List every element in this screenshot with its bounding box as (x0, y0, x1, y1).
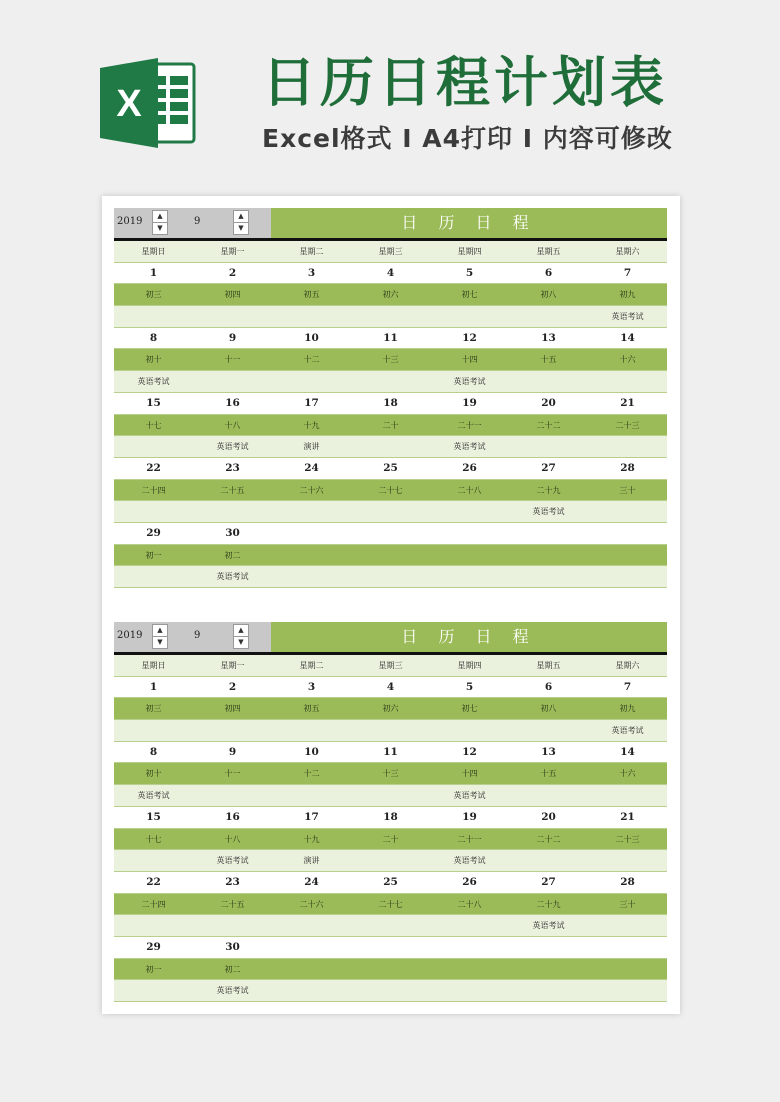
lunar-date-cell (272, 959, 351, 980)
lunar-row (114, 763, 667, 785)
event-cell[interactable] (272, 785, 351, 806)
event-cell[interactable] (588, 566, 667, 587)
date-cell[interactable]: 6 (544, 266, 553, 279)
event-cell[interactable] (509, 306, 588, 327)
lunar-row (114, 545, 667, 567)
weekday-cell: 星期六 (615, 661, 640, 670)
event-cell[interactable]: 英语考试 (611, 726, 644, 736)
weekday-cell: 星期四 (457, 247, 482, 256)
lunar-date-cell: 初二 (224, 550, 241, 560)
date-cell[interactable]: 30 (225, 526, 240, 539)
lunar-date-cell: 初九 (619, 704, 636, 714)
date-cell[interactable]: 8 (149, 745, 158, 758)
event-cell[interactable] (588, 371, 667, 392)
lunar-date-cell (588, 545, 667, 566)
lunar-date-cell: 初一 (145, 964, 162, 974)
event-cell[interactable] (509, 720, 588, 741)
event-cell[interactable]: 英语考试 (453, 856, 486, 866)
lunar-date-cell: 十一 (224, 355, 241, 365)
event-cell[interactable] (430, 980, 509, 1001)
event-row (114, 501, 667, 523)
weekday-cell: 星期五 (536, 661, 561, 670)
lunar-date-cell: 二十一 (457, 420, 482, 430)
lunar-date-cell: 二十九 (536, 485, 561, 495)
event-cell[interactable] (114, 436, 193, 457)
date-cell[interactable] (351, 523, 430, 544)
event-cell[interactable] (430, 566, 509, 587)
event-cell[interactable] (114, 850, 193, 871)
weekday-cell: 星期一 (220, 247, 245, 256)
date-cell[interactable] (509, 937, 588, 958)
date-cell[interactable]: 8 (149, 331, 158, 344)
date-cell[interactable]: 15 (146, 810, 161, 823)
date-cell[interactable]: 27 (541, 875, 556, 888)
event-cell[interactable] (588, 501, 667, 522)
date-cell[interactable]: 20 (541, 810, 556, 823)
date-cell[interactable] (430, 937, 509, 958)
spin-down-icon[interactable]: ▼ (157, 638, 163, 646)
date-cell[interactable]: 11 (383, 745, 398, 758)
event-cell[interactable] (272, 501, 351, 522)
date-cell[interactable]: 28 (620, 461, 635, 474)
event-cell[interactable] (588, 436, 667, 457)
event-cell[interactable] (588, 785, 667, 806)
weekday-cell: 星期一 (220, 661, 245, 670)
date-cell[interactable]: 14 (620, 745, 635, 758)
event-row (114, 980, 667, 1002)
lunar-date-cell: 十二 (303, 355, 320, 365)
date-cell[interactable]: 9 (228, 745, 237, 758)
date-cell[interactable] (272, 523, 351, 544)
date-cell[interactable] (430, 523, 509, 544)
lunar-date-cell: 十四 (461, 355, 478, 365)
lunar-date-cell (588, 959, 667, 980)
date-row (114, 328, 667, 350)
date-row (114, 523, 667, 545)
excel-logo-icon (100, 56, 198, 150)
year-spinner[interactable] (152, 624, 168, 649)
event-row (114, 915, 667, 937)
event-cell[interactable] (114, 915, 193, 936)
event-cell[interactable] (272, 720, 351, 741)
date-row (114, 458, 667, 480)
event-cell[interactable] (351, 720, 430, 741)
date-cell[interactable]: 24 (304, 461, 319, 474)
lunar-row (114, 415, 667, 437)
lunar-date-cell: 十一 (224, 769, 241, 779)
date-cell[interactable]: 25 (383, 875, 398, 888)
lunar-date-cell: 初四 (224, 704, 241, 714)
date-row (114, 393, 667, 415)
lunar-date-cell: 二十三 (615, 420, 640, 430)
lunar-row (114, 284, 667, 306)
event-cell[interactable] (509, 785, 588, 806)
weekday-cell: 星期六 (615, 247, 640, 256)
date-cell[interactable]: 18 (383, 396, 398, 409)
logo-letter: X (116, 83, 142, 125)
month-value[interactable]: 9 (194, 630, 201, 641)
date-cell[interactable]: 9 (228, 331, 237, 344)
event-cell[interactable] (193, 501, 272, 522)
lunar-date-cell: 十七 (145, 834, 162, 844)
lunar-date-cell: 初六 (382, 290, 399, 300)
event-cell[interactable] (509, 566, 588, 587)
event-cell[interactable] (430, 720, 509, 741)
event-cell[interactable] (193, 785, 272, 806)
lunar-date-cell: 初四 (224, 290, 241, 300)
calendar-header (114, 208, 667, 241)
date-cell[interactable]: 21 (620, 396, 635, 409)
event-cell[interactable] (509, 371, 588, 392)
date-controls (114, 208, 271, 238)
event-cell[interactable]: 英语考试 (532, 921, 565, 931)
lunar-date-cell: 初三 (145, 290, 162, 300)
page-header (0, 0, 780, 190)
lunar-date-cell: 二十五 (220, 899, 245, 909)
event-cell[interactable] (272, 371, 351, 392)
lunar-date-cell: 十六 (619, 769, 636, 779)
spin-down-icon[interactable]: ▼ (238, 638, 244, 646)
event-cell[interactable]: 英语考试 (216, 442, 249, 452)
spin-up-icon[interactable]: ▲ (153, 625, 167, 637)
lunar-date-cell: 初八 (540, 704, 557, 714)
date-cell[interactable]: 10 (304, 331, 319, 344)
lunar-date-cell (509, 545, 588, 566)
event-cell[interactable]: 英语考试 (611, 312, 644, 322)
lunar-date-cell: 初七 (461, 290, 478, 300)
event-cell[interactable] (114, 566, 193, 587)
event-cell[interactable] (351, 785, 430, 806)
year-spinner[interactable] (152, 210, 168, 235)
event-cell[interactable] (351, 436, 430, 457)
date-cell[interactable]: 26 (462, 461, 477, 474)
page-title: 日历日程计划表 (262, 51, 668, 114)
event-cell[interactable] (114, 720, 193, 741)
lunar-date-cell (272, 545, 351, 566)
event-cell[interactable]: 英语考试 (453, 377, 486, 387)
event-row (114, 306, 667, 328)
date-row (114, 677, 667, 699)
lunar-row (114, 894, 667, 916)
calendar-header (114, 622, 667, 655)
event-cell[interactable]: 英语考试 (216, 572, 249, 582)
lunar-date-cell: 二十八 (457, 899, 482, 909)
lunar-row (114, 349, 667, 371)
date-cell[interactable]: 28 (620, 875, 635, 888)
date-cell[interactable]: 24 (304, 875, 319, 888)
event-cell[interactable]: 英语考试 (216, 986, 249, 996)
date-cell[interactable]: 13 (541, 745, 556, 758)
date-cell[interactable]: 2 (228, 266, 237, 279)
lunar-date-cell: 二十二 (536, 420, 561, 430)
event-cell[interactable] (588, 915, 667, 936)
date-row (114, 742, 667, 764)
event-cell[interactable] (351, 915, 430, 936)
date-row (114, 263, 667, 285)
lunar-date-cell (430, 959, 509, 980)
event-cell[interactable] (351, 306, 430, 327)
date-cell[interactable]: 15 (146, 396, 161, 409)
event-cell[interactable] (509, 980, 588, 1001)
date-row (114, 937, 667, 959)
date-cell[interactable]: 14 (620, 331, 635, 344)
lunar-date-cell: 二十八 (457, 485, 482, 495)
date-cell[interactable]: 27 (541, 461, 556, 474)
lunar-date-cell: 三十 (619, 485, 636, 495)
date-cell[interactable]: 4 (386, 266, 395, 279)
date-cell[interactable]: 1 (149, 680, 158, 693)
date-cell[interactable]: 16 (225, 810, 240, 823)
lunar-date-cell: 初六 (382, 704, 399, 714)
event-cell[interactable] (509, 850, 588, 871)
event-cell[interactable]: 英语考试 (137, 791, 170, 801)
event-cell[interactable] (114, 980, 193, 1001)
date-cell[interactable]: 25 (383, 461, 398, 474)
lunar-date-cell: 十六 (619, 355, 636, 365)
date-cell[interactable]: 17 (304, 810, 319, 823)
page-subtitle: Excel格式 I A4打印 I 内容可修改 (262, 124, 673, 153)
date-cell[interactable] (509, 523, 588, 544)
event-cell[interactable] (114, 306, 193, 327)
event-row (114, 720, 667, 742)
date-cell[interactable]: 29 (146, 940, 161, 953)
event-cell[interactable] (193, 371, 272, 392)
lunar-date-cell: 初三 (145, 704, 162, 714)
weekday-cell: 星期五 (536, 247, 561, 256)
date-cell[interactable]: 23 (225, 461, 240, 474)
date-row (114, 807, 667, 829)
calendar-title: 日 历 日 程 (271, 622, 667, 652)
lunar-date-cell: 十三 (382, 769, 399, 779)
lunar-date-cell: 初八 (540, 290, 557, 300)
event-cell[interactable] (351, 371, 430, 392)
event-cell[interactable] (351, 566, 430, 587)
event-cell[interactable] (430, 501, 509, 522)
lunar-date-cell: 十五 (540, 769, 557, 779)
event-cell[interactable] (114, 501, 193, 522)
event-cell[interactable] (272, 566, 351, 587)
date-cell[interactable]: 3 (307, 680, 316, 693)
event-cell[interactable] (430, 306, 509, 327)
event-cell[interactable]: 英语考试 (453, 791, 486, 801)
date-cell[interactable]: 3 (307, 266, 316, 279)
date-cell[interactable]: 6 (544, 680, 553, 693)
lunar-date-cell: 二十三 (615, 834, 640, 844)
lunar-row (114, 480, 667, 502)
date-cell[interactable] (272, 937, 351, 958)
spin-down-icon[interactable]: ▼ (238, 224, 244, 232)
date-cell[interactable] (588, 523, 667, 544)
date-cell[interactable] (351, 937, 430, 958)
event-cell[interactable] (351, 501, 430, 522)
event-cell[interactable]: 演讲 (303, 442, 320, 452)
lunar-date-cell: 初十 (145, 769, 162, 779)
weekday-row (114, 655, 667, 677)
weekday-cell: 星期二 (299, 247, 324, 256)
event-row (114, 850, 667, 872)
event-cell[interactable]: 演讲 (303, 856, 320, 866)
lunar-date-cell: 二十七 (378, 485, 403, 495)
date-cell[interactable]: 10 (304, 745, 319, 758)
lunar-date-cell: 初十 (145, 355, 162, 365)
event-cell[interactable]: 英语考试 (532, 507, 565, 517)
date-cell[interactable]: 22 (146, 461, 161, 474)
lunar-date-cell: 十九 (303, 834, 320, 844)
date-cell[interactable]: 18 (383, 810, 398, 823)
lunar-row (114, 698, 667, 720)
lunar-row (114, 829, 667, 851)
lunar-date-cell: 初五 (303, 704, 320, 714)
date-cell[interactable]: 19 (462, 396, 477, 409)
lunar-date-cell: 十八 (224, 834, 241, 844)
lunar-date-cell: 初七 (461, 704, 478, 714)
calendar-title: 日 历 日 程 (271, 208, 667, 238)
spin-down-icon[interactable]: ▼ (157, 224, 163, 232)
date-cell[interactable]: 1 (149, 266, 158, 279)
date-cell[interactable]: 4 (386, 680, 395, 693)
lunar-date-cell: 十四 (461, 769, 478, 779)
lunar-date-cell: 二十五 (220, 485, 245, 495)
lunar-date-cell: 初五 (303, 290, 320, 300)
event-cell[interactable]: 英语考试 (453, 442, 486, 452)
lunar-date-cell: 十七 (145, 420, 162, 430)
date-cell[interactable]: 7 (623, 266, 632, 279)
lunar-date-cell: 二十二 (536, 834, 561, 844)
date-cell[interactable] (588, 937, 667, 958)
date-cell[interactable]: 7 (623, 680, 632, 693)
weekday-cell: 星期二 (299, 661, 324, 670)
lunar-date-cell (351, 545, 430, 566)
weekday-cell: 星期三 (378, 661, 403, 670)
date-cell[interactable]: 13 (541, 331, 556, 344)
date-cell[interactable]: 23 (225, 875, 240, 888)
date-cell[interactable]: 19 (462, 810, 477, 823)
event-row (114, 785, 667, 807)
worksheet (102, 196, 680, 1014)
date-cell[interactable]: 30 (225, 940, 240, 953)
date-cell[interactable]: 20 (541, 396, 556, 409)
month-value[interactable]: 9 (194, 216, 201, 227)
spin-up-icon[interactable]: ▲ (153, 211, 167, 223)
lunar-date-cell: 二十七 (378, 899, 403, 909)
month-spinner[interactable] (233, 210, 249, 235)
lunar-date-cell: 二十四 (141, 899, 166, 909)
event-cell[interactable] (193, 306, 272, 327)
event-cell[interactable] (351, 980, 430, 1001)
event-row (114, 436, 667, 458)
weekday-cell: 星期日 (141, 661, 166, 670)
date-cell[interactable]: 11 (383, 331, 398, 344)
calendar-block (114, 208, 667, 588)
lunar-date-cell: 初九 (619, 290, 636, 300)
lunar-date-cell (430, 545, 509, 566)
lunar-date-cell (509, 959, 588, 980)
date-cell[interactable]: 16 (225, 396, 240, 409)
lunar-date-cell: 十三 (382, 355, 399, 365)
lunar-date-cell: 十八 (224, 420, 241, 430)
date-cell[interactable]: 22 (146, 875, 161, 888)
date-cell[interactable]: 21 (620, 810, 635, 823)
date-cell[interactable]: 17 (304, 396, 319, 409)
date-cell[interactable]: 2 (228, 680, 237, 693)
lunar-date-cell: 十二 (303, 769, 320, 779)
event-cell[interactable] (272, 306, 351, 327)
lunar-date-cell: 三十 (619, 899, 636, 909)
weekday-row (114, 241, 667, 263)
month-spinner[interactable] (233, 624, 249, 649)
event-row (114, 371, 667, 393)
lunar-date-cell: 二十六 (299, 485, 324, 495)
lunar-date-cell: 十五 (540, 355, 557, 365)
date-cell[interactable]: 5 (465, 266, 474, 279)
spin-up-icon[interactable]: ▲ (234, 211, 248, 223)
weekday-cell: 星期四 (457, 661, 482, 670)
lunar-date-cell: 二十九 (536, 899, 561, 909)
event-cell[interactable] (272, 980, 351, 1001)
lunar-date-cell: 二十 (382, 834, 399, 844)
event-cell[interactable] (193, 720, 272, 741)
lunar-date-cell: 二十 (382, 420, 399, 430)
event-cell[interactable] (272, 915, 351, 936)
calendar-block (114, 622, 667, 1002)
year-value[interactable]: 2019 (117, 216, 143, 227)
event-cell[interactable] (509, 436, 588, 457)
date-controls (114, 622, 271, 652)
date-row (114, 872, 667, 894)
event-cell[interactable]: 英语考试 (216, 856, 249, 866)
spin-up-icon[interactable]: ▲ (234, 625, 248, 637)
date-cell[interactable]: 26 (462, 875, 477, 888)
date-cell[interactable]: 5 (465, 680, 474, 693)
lunar-date-cell: 十九 (303, 420, 320, 430)
event-cell[interactable] (588, 980, 667, 1001)
lunar-date-cell: 初二 (224, 964, 241, 974)
date-cell[interactable]: 12 (462, 331, 477, 344)
weekday-cell: 星期日 (141, 247, 166, 256)
date-cell[interactable]: 12 (462, 745, 477, 758)
lunar-date-cell (351, 959, 430, 980)
event-cell[interactable]: 英语考试 (137, 377, 170, 387)
lunar-date-cell: 二十六 (299, 899, 324, 909)
event-row (114, 566, 667, 588)
weekday-cell: 星期三 (378, 247, 403, 256)
lunar-date-cell: 初一 (145, 550, 162, 560)
lunar-date-cell: 二十一 (457, 834, 482, 844)
event-cell[interactable] (430, 915, 509, 936)
year-value[interactable]: 2019 (117, 630, 143, 641)
event-cell[interactable] (588, 850, 667, 871)
lunar-row (114, 959, 667, 981)
lunar-date-cell: 二十四 (141, 485, 166, 495)
date-cell[interactable]: 29 (146, 526, 161, 539)
event-cell[interactable] (193, 915, 272, 936)
event-cell[interactable] (351, 850, 430, 871)
